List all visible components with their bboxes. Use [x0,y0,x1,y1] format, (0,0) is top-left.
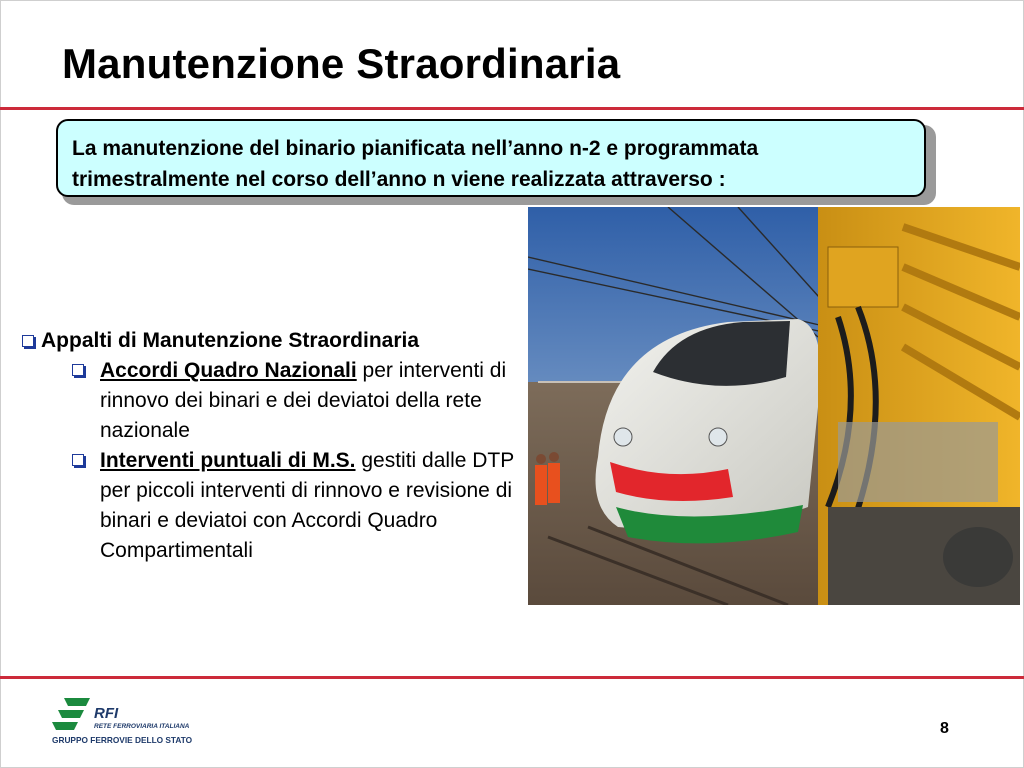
item-description: per interventi di rinnovo dei binari e dei deviatoi della rete nazionale [100,359,507,442]
item-description: gestiti dalle DTP per piccoli interventi di rinnovo e revisione di binari e deviatoi con Accordi Quadro Compartimentali [100,449,514,562]
item-term: Accordi Quadro Nazionali [100,359,357,382]
train-photo [528,207,1020,605]
callout-line-2: trimestralmente nel corso dell’anno n viene realizzata attraverso : [72,168,726,191]
top-divider [0,107,1024,110]
callout-line-1: La manutenzione del binario pianificata nell’anno n-2 e programmata [72,137,759,160]
logo-line-1: RETE FERROVIARIA ITALIANA [94,723,190,730]
checkbox-bullet-icon [72,454,84,466]
bottom-divider [0,676,1024,679]
item-term: Interventi puntuali di M.S. [100,449,356,472]
list-item [72,446,522,566]
checkbox-bullet-icon [72,364,84,376]
page-number: 8 [940,720,949,737]
train-photo-illustration [528,207,1020,605]
slide-title: Manutenzione Straordinaria [62,40,621,87]
content-list [22,326,522,566]
list-item-heading [22,326,522,356]
rfi-logo [50,690,215,748]
checkbox-bullet-icon [22,335,34,347]
logo-line-2: GRUPPO FERROVIE DELLO STATO [52,735,193,745]
logo-mark: RFI [94,705,119,722]
heading-text: Appalti di Manutenzione Straordinaria [41,329,420,352]
list-item [72,356,522,446]
intro-callout [56,119,926,197]
